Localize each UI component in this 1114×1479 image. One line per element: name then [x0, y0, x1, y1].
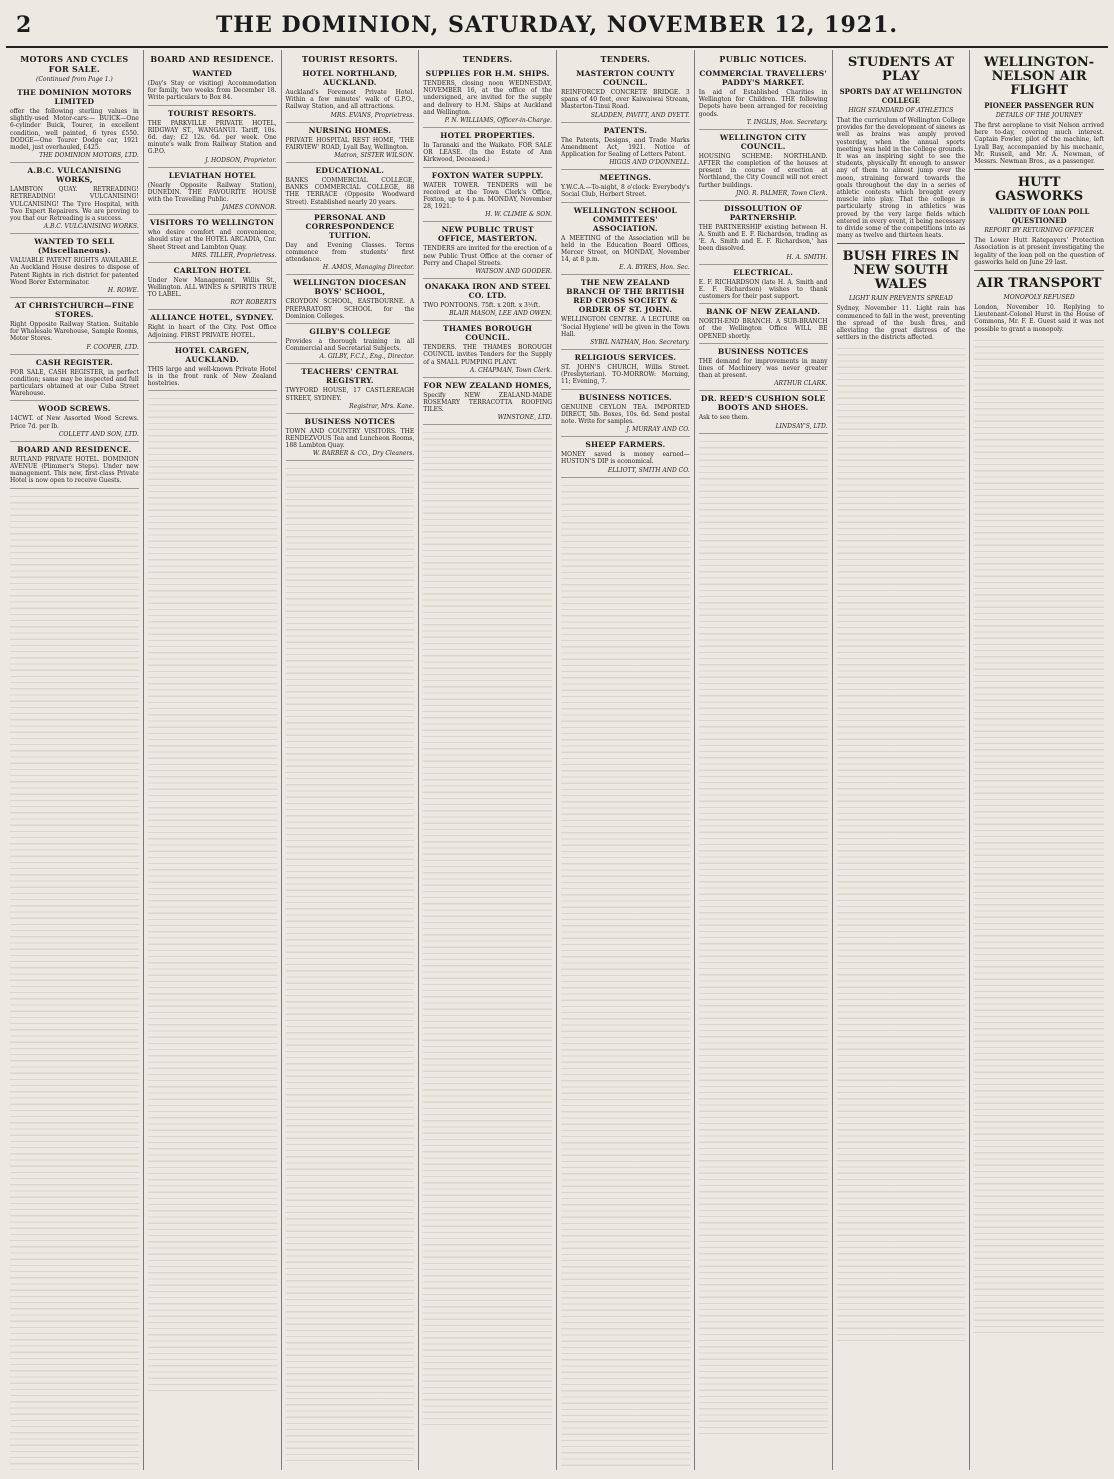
classified-ad [423, 168, 552, 223]
divider [974, 270, 1104, 271]
ad-title: COMMERCIAL TRAVELLERS' PADDY'S MARKET. [699, 69, 827, 87]
ad-body: Y.W.C.A.—To-night, 8 o'clock: Everybody's Social Club, Herbert Street. [561, 184, 690, 199]
ad-title: PATENTS. [603, 125, 648, 135]
ad-title: MASTERTON COUNTY COUNCIL. [576, 69, 675, 87]
ad-body: THE PARTNERSHIP existing between H. A. Smith and E. F. Richardson, trading as 'E. A. Smith and E. F. Richardson,' has been dissolved. [698, 223, 828, 253]
ad-signature: ROY ROBERTS [230, 299, 277, 307]
ad-body: HOUSING SCHEME: NORTHLAND. AFTER the completion of the houses at present in course of erection at Northland, the City Council will not erect further buildings. [698, 152, 828, 189]
ad-title: WANTED TO SELL (Miscellaneous). [34, 237, 115, 256]
classified-ad [10, 85, 139, 163]
ad-signature: A. GILBY, F.C.I., Eng., Director. [319, 353, 415, 361]
ad-body: Under New Management. Willis St., Wellington. ALL WINES & SPIRITS TRUE TO LABEL. [147, 276, 277, 299]
ad-signature: COLLETT AND SON, LTD. [58, 430, 139, 438]
ad-title: NURSING HOMES. [308, 125, 392, 135]
article-dek: DETAILS OF THE JOURNEY [995, 112, 1083, 119]
ad-body: TENDERS. THE THAMES BOROUGH COUNCIL invites Tenders for the Supply of a SMALL PUMPING PLANT. [423, 344, 552, 366]
ad-title: HOTEL PROPERTIES. [440, 131, 535, 141]
ad-title: CARLTON HOTEL [173, 265, 251, 275]
ad-body: Day and Evening Classes. Terms commence from students' first attendance. [285, 241, 415, 264]
article-dek: LIGHT RAIN PREVENTS SPREAD [848, 295, 953, 303]
ad-signature: MRS. TILLER, Proprietress. [191, 251, 277, 259]
ad-title: TOURIST RESORTS. [167, 108, 257, 118]
ad-title: HOTEL CARGEN, AUCKLAND. [174, 345, 250, 364]
classified-ad [286, 123, 415, 163]
article-headline: STUDENTS AT PLAY [847, 55, 954, 84]
ad-title: ONAKAKA IRON AND STEEL CO. LTD. [424, 282, 551, 301]
ad-body: WATER TOWER. TENDERS will be received at the Town Clerk's Office, Foxton, up to 4 p.m. MONDAY, November 28, 1921. [423, 181, 552, 211]
classified-ad [423, 279, 552, 321]
ad-signature: MRS. EVANS, Proprietress. [330, 111, 415, 119]
text-filler [148, 393, 277, 1393]
section-heading: BOARD AND RESIDENCE. [150, 54, 274, 64]
ad-body: VALUABLE PATENT RIGHTS AVAILABLE. An Auckland House desires to dispose of Patent Rights in rich district for patented Wood Borer Exterminator. [10, 257, 139, 286]
ad-body: MONEY saved is money earned—HUSTON'S DIP is economical. [561, 451, 690, 466]
article-body: Sydney, November 11. Light rain has commenced to fall in the west, preventing the spread of the bush fires, and alleviating the great distress of the settlers in the districts affected. [836, 305, 966, 342]
ad-title: BANK OF NEW ZEALAND. [706, 307, 821, 317]
ad-body: GENUINE CEYLON TEA. IMPORTED DIRECT, 5lb. Boxes, 10s. 6d. Send postal note. Write for samples. [561, 403, 690, 426]
article-subhead: SPORTS DAY AT WELLINGTON COLLEGE [839, 87, 963, 105]
article-subhead: VALIDITY OF LOAN POLL QUESTIONED [988, 207, 1090, 226]
ad-body: (Day's Stay or visiting) Accommodation for family, two weeks from December 18. Write particulars to Box 84. [147, 80, 277, 102]
article-body: That the curriculum of Wellington College provides for the development of sinews as well as brains was amply proved yesterday, when the annual sports meeting was held in the College grounds. It was an inspiring sight to see the students, physically fit enough to answer any of them to almost jump over the moon, straining forward towards the goals throughout the day in a series of athletic contests which brought every muscle into play. That the college is particularly strong in athletics was proved by the very large fields which entered in every event, it being necessary to divide some of the competitions into as many as twelve and thirteen heats. [836, 117, 966, 240]
classified-ad [423, 66, 552, 128]
ad-title: HOTEL NORTHLAND, AUCKLAND. [302, 69, 398, 87]
ad-title: FOXTON WATER SUPPLY. [431, 170, 544, 180]
ad-title: WANTED [192, 69, 232, 78]
ad-body: TWO PONTOONS. 75ft. x 20ft. x 3½ft. [423, 302, 541, 310]
ad-signature: W. BARBER & CO., Dry Cleaners. [312, 450, 415, 458]
ad-signature: H. ROWE. [107, 287, 139, 295]
ad-title: SUPPLIES FOR H.M. SHIPS. [425, 69, 550, 78]
classified-ad [148, 310, 277, 342]
ad-signature: J. HODSON, Proprietor. [205, 156, 277, 164]
ad-signature: JNO. R. PALMER, Town Clerk. [735, 189, 828, 197]
text-filler [286, 463, 415, 1463]
ad-body: PRIVATE HOSPITAL REST HOME, 'THE FAIRVIEW' ROAD, Lyall Bay, Wellington. [285, 136, 415, 151]
text-filler [10, 491, 139, 1470]
ad-signature: WATSON AND GOODER. [475, 268, 552, 276]
ad-body: TOWN AND COUNTRY VISITORS. THE RENDEZVOUS Tea and Luncheon Rooms, 188 Lambton Quay. [285, 427, 415, 450]
section-heading: PUBLIC NOTICES. [719, 54, 807, 64]
ad-title: DISSOLUTION OF PARTNERSHIP. [723, 203, 803, 222]
ad-signature: LINDSAY'S, LTD. [775, 422, 828, 430]
ad-signature: BLAIR MASON, LEE AND OWEN. [449, 310, 552, 318]
section-heading: TENDERS. [600, 54, 651, 64]
ad-signature: A.B.C. VULCANISING WORKS. [43, 223, 139, 231]
ad-title: THE DOMINION MOTORS LIMITED [17, 88, 132, 106]
classified-ad [286, 66, 415, 123]
ad-signature: SYBIL NATHAN, Hon. Secretary. [590, 339, 690, 347]
ad-title: BUSINESS NOTICES. [578, 392, 672, 402]
ad-body: WELLINGTON CENTRE. A LECTURE on 'Social Hygiene' will be given in the Town Hall. [561, 316, 690, 338]
classified-ad [561, 437, 690, 477]
ad-body: Auckland's Foremost Private Hotel. Within a few minutes' walk of G.P.O., Railway Station, and all attractions. [285, 89, 415, 111]
ad-title: THAMES BOROUGH COUNCIL. [443, 324, 533, 343]
article-headline: HUTT GASWORKS [995, 175, 1084, 205]
classified-ad [286, 364, 415, 413]
classified-ad [286, 414, 415, 462]
ad-signature: THE DOMINION MOTORS, LTD. [39, 152, 139, 160]
classified-ad [148, 106, 277, 168]
classified-ad [561, 350, 690, 390]
ad-body: Ask to see them. [698, 414, 750, 422]
ad-body: (Nearly Opposite Railway Station), DUNEDIN. THE FAVOURITE HOUSE with the Travelling Public. [147, 181, 277, 204]
text-filler [423, 427, 552, 1427]
column-1 [6, 50, 144, 1470]
ad-signature: Matron, SISTER WILSON. [334, 152, 415, 160]
classified-ad [423, 128, 552, 168]
ad-title: ELECTRICAL. [733, 267, 794, 277]
classified-ad [10, 298, 139, 355]
section-subheading: (Continued from Page 1.) [35, 76, 113, 83]
ad-title: RELIGIOUS SERVICES. [574, 353, 677, 363]
ad-body: NORTH-END BRANCH. A SUB-BRANCH of the Wellington Office WILL BE OPENED shortly. [698, 318, 828, 340]
ad-body: Right Opposite Railway Station. Suitable for Wholesale Warehouse, Sample Rooms, Motor Stores. [10, 321, 139, 343]
ad-body: A MEETING of the Association will be held in the Education Board Offices, Mercer Street, on MONDAY, November 14, at 8 p.m. [561, 234, 690, 264]
classified-ad [10, 355, 139, 402]
section-heading: MOTORS AND CYCLES FOR SALE. [20, 54, 129, 74]
page-title: THE DOMINION, SATURDAY, NOVEMBER 12, 1921. [215, 12, 899, 38]
article-headline: WELLINGTON-NELSON AIR FLIGHT [984, 55, 1095, 98]
ad-body: ST. JOHN'S CHURCH, Willis Street. (Presbyterian). TO-MORROW: Morning, 11; Evening, 7. [561, 364, 690, 386]
classified-ad [699, 201, 828, 265]
classified-ad [286, 324, 415, 364]
ad-title: LEVIATHAN HOTEL [168, 170, 256, 180]
classified-ad [148, 343, 277, 392]
classified-ad [561, 123, 690, 171]
ad-title: FOR NEW ZEALAND HOMES, [423, 380, 552, 390]
classified-ad [10, 163, 139, 234]
classified-ad [561, 203, 690, 276]
ad-signature: ARTHUR CLARK. [774, 380, 828, 388]
ad-body: CROYDON SCHOOL, EASTBOURNE. A PREPARATORY SCHOOL for the Dominion Colleges. [285, 298, 415, 320]
classified-ad [148, 168, 277, 216]
ad-body: In aid of Established Charities in Wellington for Children. THE following Depots have been arranged for receiving goods. [698, 89, 828, 118]
ad-title: BUSINESS NOTICES [717, 346, 809, 356]
article-body: The Lower Hutt Ratepayers' Protection Association is at present investigating the legality of the loan poll on the question of gasworks held on June 29 last. [974, 237, 1104, 266]
ad-body: offer the following sterling values in slightly-used Motor-cars:— BUICK—One 6-cylinder Buick, Tourer, in excellent condition, well painted, 6 tyres £550. DODGE—One Tourer Dodge car, 1921 model, just overhauled, £425. [10, 108, 139, 152]
ad-body: TENDERS, closing noon WEDNESDAY, NOVEMBER 16, at the office of the undersigned, are invited for the supply and delivery to H.M. Ships at Auckland and Wellington. [423, 80, 552, 116]
ad-body: BANKS COMMERCIAL COLLEGE, BANKS COMMERCIAL COLLEGE, 88 THE TERRACE (Opposite Woodward Street). Established nearly 20 years. [285, 177, 415, 206]
classified-ad [423, 222, 552, 279]
ad-title: BUSINESS NOTICES [304, 416, 396, 426]
page-number: 2 [16, 12, 32, 38]
column-5 [557, 50, 695, 1470]
classified-ad [148, 263, 277, 311]
ad-signature: H. W. CLIMIE & SON. [485, 211, 552, 219]
ad-signature: SLADDEN, PAVITT, AND DYETT. [590, 111, 690, 119]
ad-title: PERSONAL AND CORRESPONDENCE TUITION. [305, 212, 395, 240]
ad-body: THE PARKVILLE PRIVATE HOTEL, RIDGWAY ST., WANGANUI. Tariff, 10s. 6d. day; £2 12s. 6d. per week. One minute's walk from Railway Station and G.P.O. [147, 119, 277, 156]
masthead [6, 6, 1108, 48]
ad-title: AT CHRISTCHURCH—FINE STORES. [14, 301, 134, 320]
classified-ad [286, 163, 415, 210]
ad-body: LAMBTON QUAY. RETREADING! RETREADING! VULCANISING! VULCANISING! The Tyre Hospital, with Two Expert Repairers. We are proving to you that our Retreading is a success. [10, 186, 139, 223]
divider [974, 169, 1104, 170]
classified-ad [561, 170, 690, 202]
ad-title: A.B.C. VULCANISING WORKS, [27, 166, 122, 185]
ad-title: DR. REED'S CUSHION SOLE BOOTS AND SHOES. [700, 394, 826, 413]
article-dek: REPORT BY RETURNING OFFICER [984, 227, 1094, 235]
article-body: The first aeroplane to visit Nelson arrived here to-day, covering much interest. Captain Fowler, pilot of the machine, left Lyall Bay, accompanied by his mechanic, Mr. Russell, and Mr. A. Newman, of Messrs. Newman Bros., as a passenger. [974, 122, 1104, 166]
ad-body: TWYFORD HOUSE, 17 CASTLEREAGH STREET, SYDNEY. [285, 387, 415, 402]
classified-ad [10, 401, 139, 441]
classified-ad [10, 442, 139, 489]
ad-body: TENDERS are invited for the erection of a new Public Trust Office at the corner of Perry and Chapel Streets. [423, 245, 553, 267]
text-filler [699, 436, 828, 1436]
ad-title: VISITORS TO WELLINGTON [150, 218, 275, 228]
classified-ad [561, 275, 690, 350]
ad-signature: A. CHAPMAN, Town Clerk. [469, 366, 552, 374]
classified-ad [561, 66, 690, 123]
ad-title: GILBY'S COLLEGE [309, 327, 391, 337]
ad-signature: E. A. BYRES, Hon. Sec. [619, 264, 690, 272]
ad-title: WOOD SCREWS. [38, 404, 111, 414]
ad-title: MEETINGS. [599, 173, 652, 183]
classified-ad [561, 390, 690, 438]
ad-body: who desire comfort and convenience, should stay at the HOTEL ARCADIA, Cnr. Sheet Street and Lambton Quay. [147, 229, 277, 251]
ad-body: THIS large and well-known Private Hotel is in the front rank of New Zealand hostelries. [147, 365, 277, 388]
ad-signature: P. N. WILLIAMS, Officer-in-Charge. [444, 117, 552, 125]
text-filler [837, 343, 966, 1343]
ad-signature: ELLIOTT, SMITH AND CO. [607, 466, 690, 474]
classified-ad [699, 265, 828, 305]
section-heading: TENDERS. [462, 54, 513, 64]
divider [837, 243, 966, 244]
ad-body: Specify NEW ZEALAND-MADE ROSEMARY TERRACOTTA ROOFING TILES. [423, 391, 552, 414]
article-headline: BUSH FIRES IN NEW SOUTH WALES [842, 249, 960, 293]
text-filler [974, 335, 1104, 1335]
ad-body: Provides a thorough training in all Commercial and Secretarial Subjects. [285, 338, 415, 353]
classified-ad [699, 130, 828, 201]
article-dek: MONOPOLY REFUSED [1003, 294, 1075, 302]
ad-title: TEACHERS' CENTRAL REGISTRY. [301, 367, 399, 386]
ad-signature: H. A. SMITH. [786, 253, 828, 261]
article-dek: HIGH STANDARD OF ATHLETICS [848, 107, 954, 114]
classified-ad [699, 391, 828, 433]
section-heading: TOURIST RESORTS. [301, 54, 398, 64]
ad-title: NEW PUBLIC TRUST OFFICE, MASTERTON. [438, 225, 538, 244]
classified-ad [10, 234, 139, 298]
column-2 [144, 50, 282, 1470]
ad-title: SHEEP FARMERS. [585, 440, 666, 450]
columns [6, 50, 1108, 1470]
ad-body: In Taranaki and the Waikato. FOR SALE OR LEASE. (In the Estate of Ann Kirkwood, Deceased.) [423, 142, 552, 164]
ad-body: RUTLAND PRIVATE HOTEL. DOMINION AVENUE (Plimmer's Steps). Under new management. This new, first-class Private Hotel is now open to receive Guests. [10, 455, 139, 485]
classified-ad [699, 344, 828, 392]
article-subhead: PIONEER PASSENGER RUN [984, 101, 1094, 110]
classified-ad [148, 66, 277, 106]
ad-signature: H. AMOS, Managing Director. [322, 264, 415, 272]
ad-body: Right in heart of the City. Post Office Adjoining. FIRST PRIVATE HOTEL. [147, 324, 277, 339]
ad-signature: Registrar, Mrs. Kane. [349, 402, 415, 410]
classified-ad [699, 66, 828, 130]
ad-body: 14CWT. of New Assorted Wood Screws. Price 7d. per lb. [10, 415, 139, 430]
ad-signature: HIGGS AND O'DONNELL. [609, 159, 690, 167]
column-8 [970, 50, 1108, 1470]
column-3 [282, 50, 420, 1470]
article-headline: AIR TRANSPORT [976, 276, 1102, 292]
ad-title: WELLINGTON DIOCESAN BOYS' SCHOOL, [293, 278, 407, 297]
article-body: London, November 10. Replying to Lieutenant-Colonel Hurst in the House of Commons, Mr. F. E. Guest said it was not possible to grant a monopoly. [974, 304, 1104, 333]
ad-title: BOARD AND RESIDENCE. [17, 444, 132, 454]
classified-ad [423, 321, 552, 378]
ad-title: ALLIANCE HOTEL, SYDNEY. [150, 313, 274, 323]
classified-ad [423, 378, 552, 426]
column-6 [695, 50, 833, 1470]
ad-body: THE demand for improvements in many lines of Machinery was never greater than at present. [698, 357, 828, 380]
ad-title: WELLINGTON SCHOOL COMMITTEES' ASSOCIATION. [573, 205, 677, 233]
ad-signature: F. COOPER, LTD. [86, 343, 139, 351]
text-filler [561, 480, 690, 1470]
ad-title: CASH REGISTER. [35, 357, 113, 367]
ad-body: REINFORCED CONCRETE BRIDGE. 3 spans of 40 feet, over Kaiwaiwai Stream, Masterton-Tinui Road. [561, 89, 690, 111]
ad-signature: WINSTONE, LTD. [497, 414, 552, 422]
classified-ad [286, 210, 415, 276]
ad-body: FOR SALE, CASH REGISTER, in perfect condition; same may be inspected and full particulars obtained at our Cuba Street Warehouse. [10, 368, 139, 398]
column-7 [833, 50, 971, 1470]
classified-ad [699, 304, 828, 344]
ad-body: E. F. RICHARDSON (late H. A. Smith and E. F. Richardson) wishes to thank customers for their past support. [698, 278, 828, 301]
ad-title: EDUCATIONAL. [315, 166, 385, 176]
column-4 [419, 50, 557, 1470]
ad-body: The Patents, Designs, and Trade Marks Amendment Act, 1921. Notice of Application for Sealing of Letters Patent. [561, 136, 690, 159]
ad-signature: J. MURRAY AND CO. [626, 426, 690, 434]
ad-title: THE NEW ZEALAND BRANCH OF THE BRITISH RED CROSS SOCIETY & ORDER OF ST. JOHN. [566, 278, 685, 315]
ad-signature: T. INGLIS, Hon. Secretary. [746, 118, 828, 126]
classified-ad [148, 215, 277, 263]
ad-signature: JAMES CONNOR. [221, 204, 277, 212]
ad-title: WELLINGTON CITY COUNCIL. [719, 132, 807, 151]
classified-ad [286, 275, 415, 324]
